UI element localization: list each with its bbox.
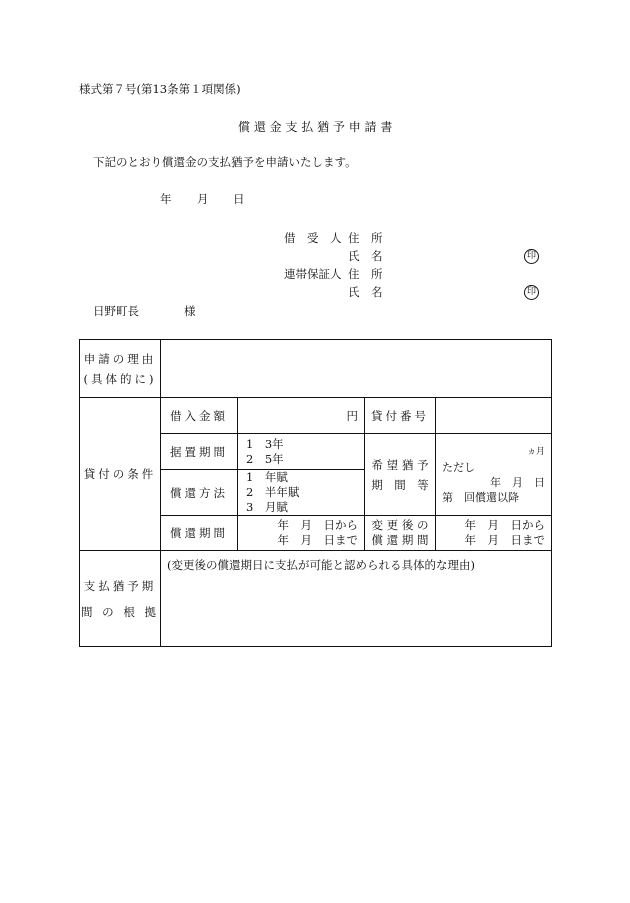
desired-deferment-label-cell [365,434,436,516]
repayment-period-field[interactable] [238,516,365,551]
changed-period-label-sub: 償 還 期 間 [371,533,429,547]
basis-label-cell [80,551,161,647]
desired-deferment-label-sub: 期 間 等 [371,477,429,492]
basis-label-sub: 間 の 根 拠 [81,604,159,619]
repayment-method-option[interactable]: 3 月賦 [246,500,288,514]
form-number: 様式第７号(第13条第１項関係) [79,82,241,96]
borrower-name-label: 氏 名 [348,249,383,263]
date-day: 日 [233,192,245,206]
changed-period-label: 変 更 後 の [371,518,429,532]
date-year: 年 [160,192,172,206]
deferment-option[interactable]: 2 5年 [246,451,284,466]
repayment-method-label: 償還方法 [161,470,238,516]
repayment-method-options[interactable] [238,470,365,516]
date-month: 月 [197,192,209,206]
loan-amount-label: 借入金額 [161,398,238,434]
borrower-address-label: 住 所 [348,231,383,245]
intro-text: 下記のとおり償還金の支払猶予を申請いたします。 [93,155,357,169]
borrower-label: 借 受 人 [284,231,342,245]
form-title: 償 還 金 支 払 猶 予 申 請 書 [238,120,393,134]
guarantor-address-label: 住 所 [348,267,383,281]
months-unit: ヵ月 [526,446,545,457]
reason-label: 申請の理由 [83,351,157,366]
basis-note: (変更後の償還期日に支払が可能と認められる具体的な理由) [167,558,475,572]
desired-deferment-field[interactable] [436,434,552,516]
conditions-label: 貸付の条件 [80,398,161,551]
reason-label-cell [80,340,161,398]
period-to: 年 月 日まで [277,533,358,547]
borrower-seal-icon: 印 [524,249,539,264]
reason-label-sub: (具体的に) [83,371,157,386]
basis-field[interactable] [161,551,552,647]
desired-deferment-label: 希 望 猶 予 [371,457,429,472]
repayment-period-label: 償還期間 [161,516,238,551]
addressee-honorific: 様 [184,304,196,318]
basis-label: 支払猶予期 [83,578,157,593]
loan-number-label: 貸付番号 [365,398,436,434]
reason-row [80,340,552,398]
repayment-method-option[interactable]: 1 年賦 [246,470,288,484]
guarantor-seal-icon: 印 [524,285,539,300]
application-table [79,339,552,647]
proviso-date: 年 月 日 [490,475,545,489]
changed-period-field[interactable] [436,516,552,551]
period-from: 年 月 日から [277,518,358,532]
from-nth-repayment: 第 回償還以降 [442,490,519,504]
guarantor-label: 連帯保証人 [284,267,342,281]
deferment-option[interactable]: 1 3年 [246,436,284,451]
changed-period-to: 年 月 日まで [464,533,545,547]
deferment-label: 据置期間 [161,434,238,470]
repayment-method-option[interactable]: 2 半年賦 [246,485,300,499]
changed-period-label-cell [365,516,436,551]
basis-row [80,551,552,647]
loan-amount-row [80,398,552,434]
reason-field[interactable] [161,340,552,398]
loan-amount-field[interactable]: 円 [238,398,365,434]
changed-period-from: 年 月 日から [464,518,545,532]
deferment-options[interactable] [238,434,365,470]
loan-number-field[interactable] [436,398,552,434]
addressee-name: 日野町長 [93,304,139,318]
guarantor-name-label: 氏 名 [348,285,383,299]
proviso: ただし [442,460,475,474]
